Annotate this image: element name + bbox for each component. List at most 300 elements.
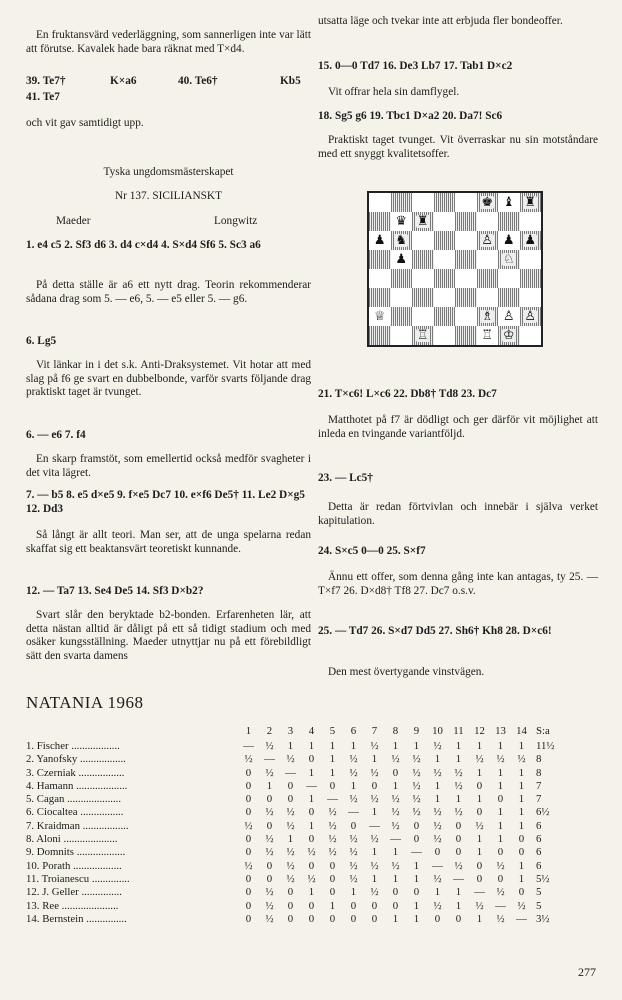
player-name: 11. Troianescu .............. bbox=[26, 872, 130, 885]
chess-piece: ♟ bbox=[395, 252, 408, 267]
moves-24-25: 24. S×c5 0—0 25. S×f7 bbox=[318, 545, 426, 557]
board-square bbox=[391, 250, 413, 269]
chess-piece: ♗ bbox=[481, 309, 494, 324]
result-cell: 1 bbox=[392, 846, 399, 859]
moves-18-20: 18. Sg5 g6 19. Tbc1 D×a2 20. Da7! Sc6 bbox=[318, 110, 503, 122]
result-cell: 1 bbox=[329, 766, 336, 779]
board-square bbox=[412, 212, 434, 231]
result-cell: — bbox=[327, 793, 338, 806]
total-score: 11½ bbox=[536, 740, 555, 752]
board-square bbox=[520, 307, 542, 326]
board-square bbox=[520, 193, 542, 212]
result-cell: 0 bbox=[308, 806, 315, 819]
result-cell: 0 bbox=[245, 846, 252, 859]
result-cell: ½ bbox=[349, 753, 358, 766]
table-row bbox=[26, 806, 576, 819]
result-cell: 1 bbox=[476, 912, 483, 925]
result-cell: 0 bbox=[266, 859, 273, 872]
result-cell: 1 bbox=[434, 779, 441, 792]
result-cell: 1 bbox=[518, 819, 525, 832]
result-cell: 1 bbox=[371, 846, 378, 859]
column-header: 3 bbox=[287, 725, 294, 738]
board-square bbox=[520, 288, 542, 307]
player-name: 1. Fischer .................. bbox=[26, 740, 120, 752]
result-cell: 0 bbox=[308, 859, 315, 872]
result-cell: ½ bbox=[328, 819, 337, 832]
board-square bbox=[391, 288, 413, 307]
result-cell: 1 bbox=[455, 753, 462, 766]
result-cell: ½ bbox=[370, 740, 379, 752]
board-square bbox=[498, 326, 520, 345]
result-cell: 1 bbox=[266, 779, 273, 792]
result-cell: ½ bbox=[265, 806, 274, 819]
table-row bbox=[26, 833, 576, 846]
move-6: 6. Lg5 bbox=[26, 335, 57, 347]
chess-piece: ♟ bbox=[373, 233, 386, 248]
result-cell: 0 bbox=[245, 912, 252, 925]
board-square bbox=[434, 288, 456, 307]
column-header: 7 bbox=[371, 725, 378, 738]
crosstable-header-row bbox=[26, 724, 576, 740]
result-cell: ½ bbox=[433, 740, 442, 752]
result-cell: ½ bbox=[370, 833, 379, 846]
board-square bbox=[455, 326, 477, 345]
move-40-black: Kb5 bbox=[280, 75, 301, 87]
white-player: Maeder bbox=[56, 215, 91, 227]
result-cell: 0 bbox=[371, 912, 378, 925]
total-score: 6 bbox=[536, 819, 542, 832]
result-cell: 1 bbox=[497, 806, 504, 819]
result-cell: 0 bbox=[413, 833, 420, 846]
result-cell: ½ bbox=[328, 846, 337, 859]
result-cell: 1 bbox=[518, 740, 525, 752]
column-header: 9 bbox=[413, 725, 420, 738]
chess-piece: ♛ bbox=[395, 214, 408, 229]
result-cell: ½ bbox=[370, 886, 379, 899]
moves-1-5: 1. e4 c5 2. Sf3 d6 3. d4 c×d4 4. S×d4 Sf6 5. Sc3 a6 bbox=[26, 239, 261, 251]
chess-piece: ♖ bbox=[481, 328, 494, 343]
board-square bbox=[477, 307, 499, 326]
chess-piece: ♘ bbox=[502, 252, 515, 267]
result-cell: 0 bbox=[329, 886, 336, 899]
result-cell: 1 bbox=[350, 779, 357, 792]
result-cell: ½ bbox=[475, 899, 484, 912]
result-cell: ½ bbox=[433, 899, 442, 912]
board-square bbox=[455, 212, 477, 231]
board-square bbox=[391, 307, 413, 326]
result-cell: ½ bbox=[265, 833, 274, 846]
result-cell: 0 bbox=[308, 899, 315, 912]
player-name: 2. Yanofsky ................. bbox=[26, 753, 126, 766]
f4-comment: En skarp framstöt, som emellertid också medför svagheter i det vita lägret. bbox=[26, 453, 311, 479]
result-cell: 0 bbox=[245, 793, 252, 806]
total-score: 8 bbox=[536, 766, 542, 779]
table-row bbox=[26, 913, 576, 926]
total-score: 8 bbox=[536, 753, 542, 766]
result-cell: ½ bbox=[244, 819, 253, 832]
player-name: 6. Ciocaltea ................ bbox=[26, 806, 124, 819]
result-cell: 1 bbox=[455, 740, 462, 752]
continued-paragraph: utsatta läge och tvekar inte att erbjuda fler bondeoffer. bbox=[318, 15, 563, 27]
table-row bbox=[26, 740, 576, 753]
result-cell: ½ bbox=[328, 806, 337, 819]
moves-39-line bbox=[26, 75, 311, 89]
board-square bbox=[412, 326, 434, 345]
result-cell: ½ bbox=[370, 859, 379, 872]
exchange-sac-comment: Praktiskt taget tvunget. Vit överraskar nu sin motståndare med ett snyggt kvalitetsoffer. bbox=[318, 134, 598, 160]
chess-piece: ♖ bbox=[416, 328, 429, 343]
result-cell: 0 bbox=[329, 912, 336, 925]
board-square bbox=[434, 231, 456, 250]
result-cell: 1 bbox=[497, 779, 504, 792]
column-header: 5 bbox=[329, 725, 336, 738]
result-cell: 1 bbox=[518, 806, 525, 819]
result-cell: ½ bbox=[244, 859, 253, 872]
chess-piece: ♙ bbox=[481, 233, 494, 248]
result-cell: 0 bbox=[497, 846, 504, 859]
result-cell: — bbox=[285, 766, 296, 779]
board-square bbox=[455, 193, 477, 212]
result-cell: ½ bbox=[412, 766, 421, 779]
result-cell: ½ bbox=[391, 859, 400, 872]
black-player: Longwitz bbox=[214, 215, 258, 227]
result-cell: 1 bbox=[392, 872, 399, 885]
column-header: 6 bbox=[350, 725, 357, 738]
result-cell: ½ bbox=[265, 766, 274, 779]
chess-piece: ♚ bbox=[481, 195, 494, 210]
result-cell: 1 bbox=[287, 833, 294, 846]
column-header: 10 bbox=[432, 725, 443, 738]
table-row bbox=[26, 860, 576, 873]
result-cell: 1 bbox=[518, 779, 525, 792]
player-name: 14. Bernstein ............... bbox=[26, 912, 127, 925]
result-cell: ½ bbox=[286, 753, 295, 766]
result-cell: — bbox=[516, 912, 527, 925]
total-score: 6½ bbox=[536, 806, 550, 819]
result-cell: ½ bbox=[433, 833, 442, 846]
result-cell: 1 bbox=[455, 899, 462, 912]
board-square bbox=[391, 269, 413, 288]
result-cell: 1 bbox=[392, 779, 399, 792]
table-row bbox=[26, 780, 576, 793]
result-cell: 0 bbox=[245, 806, 252, 819]
result-cell: 0 bbox=[497, 793, 504, 806]
result-cell: 1 bbox=[476, 846, 483, 859]
moves-6-7: 6. — e6 7. f4 bbox=[26, 429, 86, 441]
chess-piece: ♙ bbox=[502, 309, 515, 324]
result-cell: 1 bbox=[413, 912, 420, 925]
result-cell: 1 bbox=[350, 740, 357, 752]
column-header: 13 bbox=[495, 725, 506, 738]
board-square bbox=[498, 212, 520, 231]
chess-piece: ♞ bbox=[395, 233, 408, 248]
result-cell: 1 bbox=[434, 753, 441, 766]
board-square bbox=[477, 326, 499, 345]
board-square bbox=[520, 231, 542, 250]
result-cell: 0 bbox=[476, 872, 483, 885]
result-cell: ½ bbox=[286, 819, 295, 832]
board-square bbox=[520, 269, 542, 288]
result-cell: 0 bbox=[245, 899, 252, 912]
result-cell: 1 bbox=[287, 740, 294, 752]
result-cell: 0 bbox=[413, 819, 420, 832]
player-name: 9. Domnits .................. bbox=[26, 846, 126, 859]
result-cell: ½ bbox=[244, 753, 253, 766]
board-square bbox=[455, 250, 477, 269]
board-square bbox=[391, 193, 413, 212]
end-paragraph: och vit gav samtidigt upp. bbox=[26, 117, 144, 129]
result-cell: ½ bbox=[496, 912, 505, 925]
column-header: 1 bbox=[245, 725, 252, 738]
board-square bbox=[520, 250, 542, 269]
move-39-black: K×a6 bbox=[110, 75, 137, 87]
result-cell: 0 bbox=[329, 859, 336, 872]
board-square bbox=[455, 231, 477, 250]
board-square bbox=[498, 193, 520, 212]
result-cell: — bbox=[243, 740, 254, 752]
result-cell: ½ bbox=[433, 806, 442, 819]
queenside-comment: Vit offrar hela sin damflygel. bbox=[328, 86, 460, 98]
result-cell: 0 bbox=[455, 819, 462, 832]
chess-piece: ♜ bbox=[524, 195, 537, 210]
result-cell: 1 bbox=[518, 859, 525, 872]
board-square bbox=[412, 250, 434, 269]
event-title: Tyska ungdomsmästerskapet bbox=[103, 166, 234, 178]
result-cell: ½ bbox=[349, 859, 358, 872]
result-cell: 1 bbox=[329, 899, 336, 912]
result-cell: 0 bbox=[518, 886, 525, 899]
result-cell: 1 bbox=[308, 793, 315, 806]
result-cell: ½ bbox=[412, 779, 421, 792]
column-header: 12 bbox=[474, 725, 485, 738]
result-cell: 1 bbox=[413, 899, 420, 912]
move-40-white: 40. Te6† bbox=[178, 75, 218, 87]
result-cell: 0 bbox=[287, 793, 294, 806]
result-cell: 1 bbox=[413, 740, 420, 752]
result-cell: 1 bbox=[476, 740, 483, 752]
result-cell: ½ bbox=[454, 806, 463, 819]
result-cell: 1 bbox=[497, 833, 504, 846]
board-square bbox=[369, 193, 391, 212]
chess-piece: ♕ bbox=[373, 309, 386, 324]
column-header: 11 bbox=[453, 725, 464, 738]
board-square bbox=[391, 326, 413, 345]
column-header: 2 bbox=[266, 725, 273, 738]
table-row bbox=[26, 846, 576, 859]
board-square bbox=[412, 269, 434, 288]
total-score: 3½ bbox=[536, 912, 550, 925]
result-cell: — bbox=[264, 753, 275, 766]
moves-21-23: 21. T×c6! L×c6 22. Db8† Td8 23. Dc7 bbox=[318, 388, 497, 400]
result-cell: 0 bbox=[329, 779, 336, 792]
board-square bbox=[498, 307, 520, 326]
result-cell: ½ bbox=[286, 872, 295, 885]
board-square bbox=[477, 193, 499, 212]
result-cell: 0 bbox=[518, 846, 525, 859]
result-cell: ½ bbox=[349, 793, 358, 806]
board-square bbox=[369, 288, 391, 307]
result-cell: 0 bbox=[434, 846, 441, 859]
lg5-comment: Vit länkar in i det s.k. Anti-Draksystemet. Vit hotar att med slag på f6 ge svart en dubbelbonde, varför svarts följande drag praktiskt taget är tvunget. bbox=[26, 359, 311, 399]
result-cell: 0 bbox=[245, 886, 252, 899]
result-cell: ½ bbox=[265, 912, 274, 925]
result-cell: ½ bbox=[349, 833, 358, 846]
crosstable bbox=[26, 724, 576, 926]
board-square bbox=[434, 326, 456, 345]
result-cell: 0 bbox=[476, 779, 483, 792]
board-square bbox=[369, 326, 391, 345]
board-square bbox=[477, 250, 499, 269]
result-cell: 0 bbox=[245, 766, 252, 779]
result-cell: 1 bbox=[476, 833, 483, 846]
move-39-white: 39. Te7† bbox=[26, 75, 66, 87]
result-cell: ½ bbox=[433, 766, 442, 779]
score-header: S:a bbox=[536, 725, 550, 738]
result-cell: ½ bbox=[412, 753, 421, 766]
result-cell: 0 bbox=[329, 872, 336, 885]
chess-piece: ♟ bbox=[524, 233, 537, 248]
result-cell: 0 bbox=[308, 912, 315, 925]
result-cell: 1 bbox=[434, 793, 441, 806]
table-row bbox=[26, 767, 576, 780]
result-cell: ½ bbox=[286, 806, 295, 819]
result-cell: 0 bbox=[350, 819, 357, 832]
result-cell: ½ bbox=[454, 766, 463, 779]
result-cell: ½ bbox=[496, 886, 505, 899]
result-cell: ½ bbox=[349, 766, 358, 779]
result-cell: ½ bbox=[517, 753, 526, 766]
result-cell: 0 bbox=[350, 912, 357, 925]
result-cell: ½ bbox=[391, 793, 400, 806]
result-cell: — bbox=[348, 806, 359, 819]
table-row bbox=[26, 793, 576, 806]
result-cell: — bbox=[390, 833, 401, 846]
moves-12-14: 12. — Ta7 13. Se4 De5 14. Sf3 D×b2? bbox=[26, 585, 204, 597]
total-score: 5 bbox=[536, 899, 542, 912]
result-cell: 0 bbox=[497, 872, 504, 885]
result-cell: 1 bbox=[497, 766, 504, 779]
result-cell: — bbox=[369, 819, 380, 832]
result-cell: ½ bbox=[391, 753, 400, 766]
result-cell: ½ bbox=[391, 806, 400, 819]
chess-piece: ♜ bbox=[416, 214, 429, 229]
result-cell: ½ bbox=[475, 819, 484, 832]
b2-comment: Svart slår den beryktade b2-bonden. Erfarenheten lär, att detta nästan alltid är dåligt på ett så tidigt stadium och med osäker kungsställning. Maeder utnyttjar nu på ett förebildligt sätt den svarta damens bbox=[26, 609, 311, 663]
result-cell: 0 bbox=[350, 899, 357, 912]
result-cell: 0 bbox=[455, 833, 462, 846]
player-name: 8. Aloni .................... bbox=[26, 833, 118, 846]
tournament-title: NATANIA 1968 bbox=[26, 693, 144, 712]
result-cell: ½ bbox=[412, 793, 421, 806]
result-cell: 1 bbox=[476, 793, 483, 806]
board-square bbox=[498, 269, 520, 288]
move-23: 23. — Lc5† bbox=[318, 472, 373, 484]
board-square bbox=[412, 193, 434, 212]
result-cell: 0 bbox=[476, 859, 483, 872]
result-cell: 1 bbox=[371, 806, 378, 819]
result-cell: ½ bbox=[433, 819, 442, 832]
result-cell: ½ bbox=[412, 806, 421, 819]
result-cell: 1 bbox=[392, 740, 399, 752]
board-square bbox=[520, 326, 542, 345]
result-cell: ½ bbox=[433, 872, 442, 885]
result-cell: 0 bbox=[413, 886, 420, 899]
board-square bbox=[434, 193, 456, 212]
players-line bbox=[26, 215, 311, 229]
moves-7-12: 7. — b5 8. e5 d×e5 9. f×e5 Dc7 10. e×f6 De5† 11. Le2 D×g5 12. Dd3 bbox=[26, 489, 305, 515]
result-cell: ½ bbox=[475, 753, 484, 766]
player-name: 12. J. Geller ............... bbox=[26, 886, 122, 899]
result-cell: 1 bbox=[308, 740, 315, 752]
board-square bbox=[391, 212, 413, 231]
offer-comment: Ännu ett offer, som denna gång inte kan antagas, ty 25. — T×f7 26. D×d8† Tf8 27. Dc7 o.s.v. bbox=[318, 571, 598, 597]
result-cell: 0 bbox=[392, 899, 399, 912]
result-cell: — bbox=[432, 859, 443, 872]
result-cell: 0 bbox=[287, 886, 294, 899]
result-cell: 0 bbox=[308, 753, 315, 766]
result-cell: 1 bbox=[455, 886, 462, 899]
board-square bbox=[455, 288, 477, 307]
result-cell: ½ bbox=[370, 793, 379, 806]
page-number: 277 bbox=[578, 965, 596, 979]
board-square bbox=[434, 250, 456, 269]
chess-piece: ♔ bbox=[502, 328, 515, 343]
result-cell: ½ bbox=[328, 833, 337, 846]
board-square bbox=[477, 288, 499, 307]
result-cell: — bbox=[453, 872, 464, 885]
chess-piece: ♝ bbox=[502, 195, 515, 210]
result-cell: ½ bbox=[265, 740, 274, 752]
player-name: 3. Czerniak ................. bbox=[26, 766, 125, 779]
board-square bbox=[369, 269, 391, 288]
board-square bbox=[477, 231, 499, 250]
table-row bbox=[26, 820, 576, 833]
result-cell: 1 bbox=[434, 886, 441, 899]
result-cell: ½ bbox=[307, 872, 316, 885]
result-cell: ½ bbox=[265, 846, 274, 859]
total-score: 5½ bbox=[536, 872, 550, 885]
result-cell: 1 bbox=[413, 872, 420, 885]
result-cell: 1 bbox=[308, 819, 315, 832]
result-cell: 0 bbox=[455, 846, 462, 859]
result-cell: ½ bbox=[349, 872, 358, 885]
result-cell: ½ bbox=[496, 859, 505, 872]
move-41: 41. Te7 bbox=[26, 91, 60, 103]
board-square bbox=[498, 250, 520, 269]
result-cell: 0 bbox=[266, 819, 273, 832]
total-score: 5 bbox=[536, 886, 542, 899]
column-header: 4 bbox=[308, 725, 315, 738]
intro-paragraph: En fruktansvärd vederläggning, som sannerligen inte var lätt att förutse. Kavalek hade bara räknat med T×d4. bbox=[26, 29, 311, 55]
result-cell: 1 bbox=[329, 740, 336, 752]
result-cell: ½ bbox=[265, 899, 274, 912]
result-cell: ½ bbox=[391, 819, 400, 832]
result-cell: 1 bbox=[518, 766, 525, 779]
result-cell: 1 bbox=[371, 753, 378, 766]
theory-comment: Så långt är allt teori. Man ser, att de unga spelarna redan skaffat sig ett beaktansvärt teoretiskt kunnande. bbox=[26, 529, 311, 555]
board-square bbox=[434, 269, 456, 288]
board-square bbox=[498, 288, 520, 307]
game-title: Nr 137. SICILIANSKT bbox=[114, 190, 222, 202]
result-cell: 0 bbox=[455, 912, 462, 925]
result-cell: ½ bbox=[307, 846, 316, 859]
result-cell: 1 bbox=[371, 872, 378, 885]
final-comment: Den mest övertygande vinstvägen. bbox=[328, 666, 485, 678]
result-cell: ½ bbox=[517, 899, 526, 912]
board-square bbox=[434, 212, 456, 231]
result-cell: 0 bbox=[287, 779, 294, 792]
column-header: 8 bbox=[392, 725, 399, 738]
